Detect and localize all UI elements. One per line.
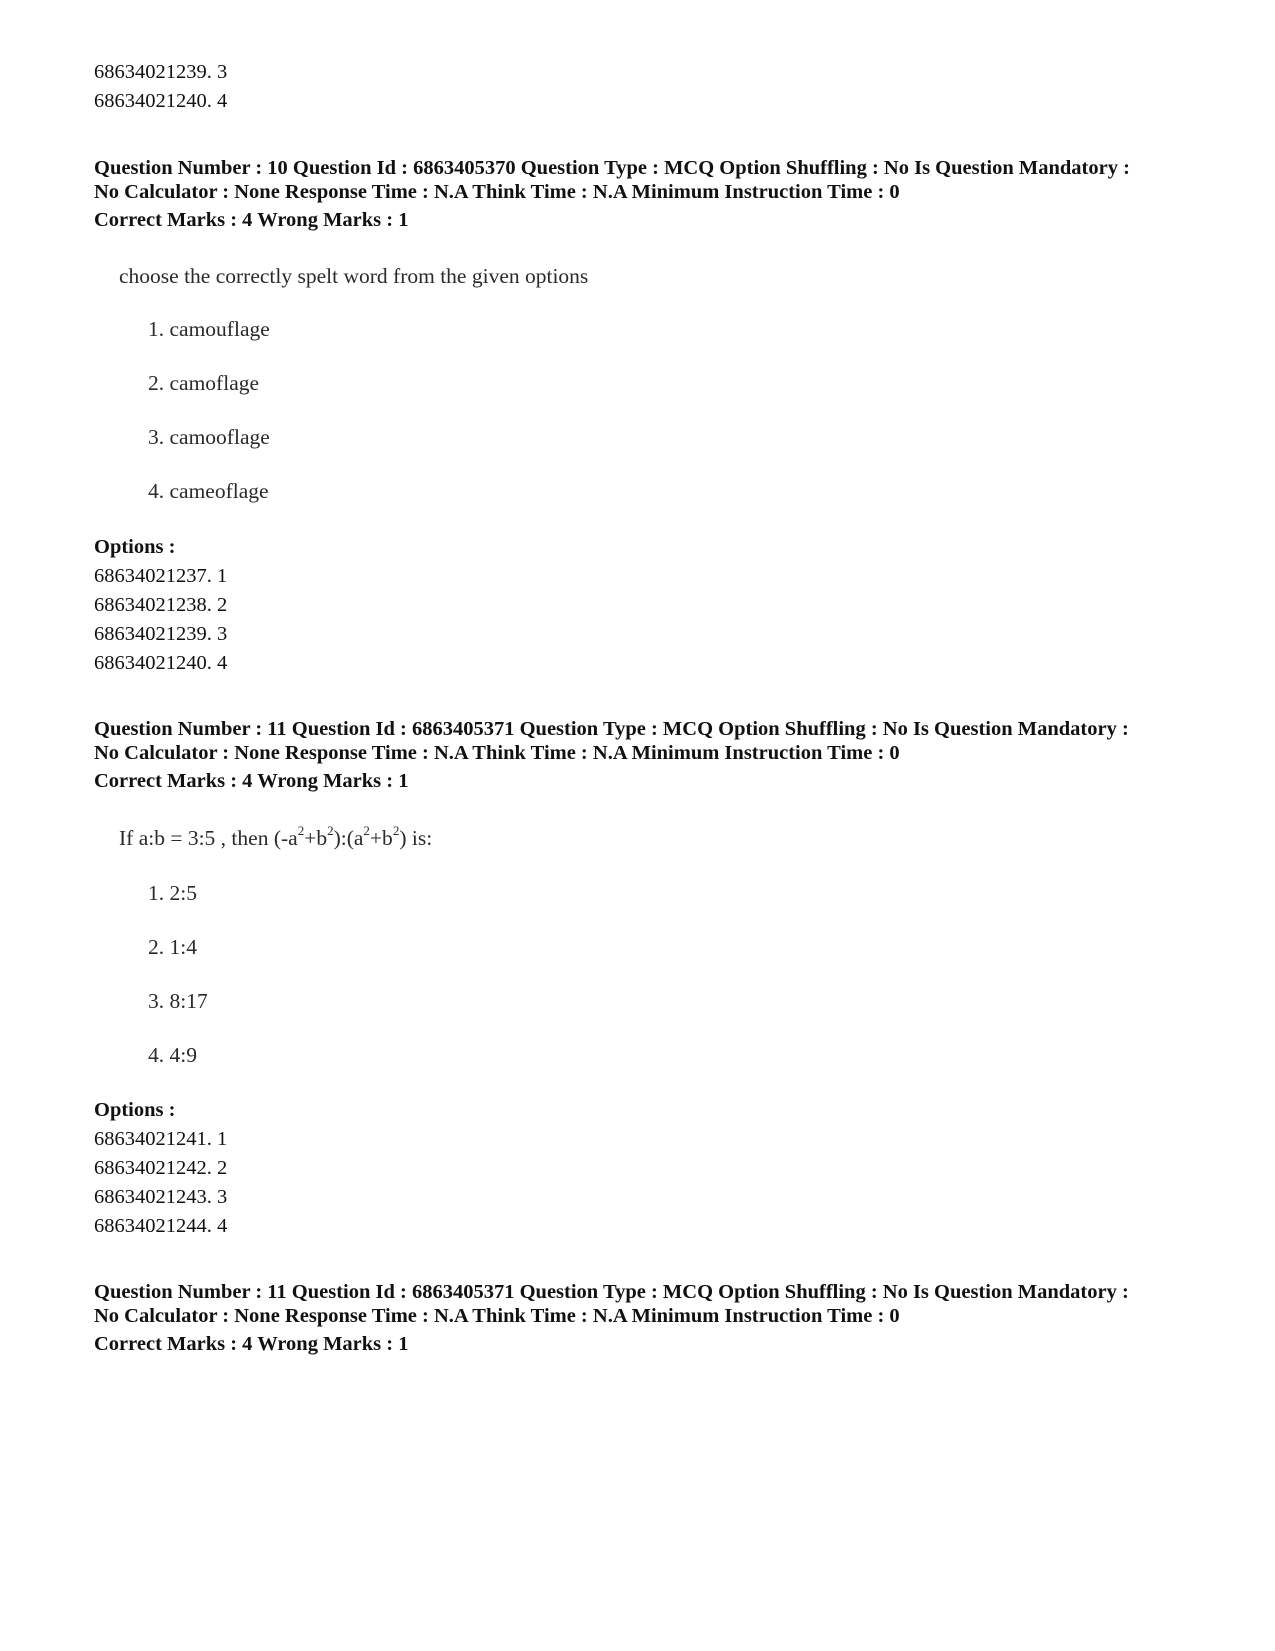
question-marks: Correct Marks : 4 Wrong Marks : 1 xyxy=(94,1333,409,1355)
question-text xyxy=(119,822,433,851)
option-line: 68634021243. 3 xyxy=(94,1186,228,1208)
option-line: 68634021239. 3 xyxy=(94,623,228,645)
question-header-line2: No Calculator : None Response Time : N.A Think Time : N.A Minimum Instruction Time : 0 xyxy=(94,742,900,764)
question-header-line2: No Calculator : None Response Time : N.A Think Time : N.A Minimum Instruction Time : 0 xyxy=(94,1305,900,1327)
question-choice: 4. cameoflage xyxy=(148,479,269,503)
question-marks: Correct Marks : 4 Wrong Marks : 1 xyxy=(94,209,409,231)
question-marks: Correct Marks : 4 Wrong Marks : 1 xyxy=(94,770,409,792)
option-line: 68634021242. 2 xyxy=(94,1157,228,1179)
question-choice: 4. 4:9 xyxy=(148,1043,197,1067)
question-text-part: If a:b = 3:5 , then (-a xyxy=(119,826,298,850)
exponent: 2 xyxy=(363,822,370,838)
exponent: 2 xyxy=(327,822,334,838)
question-choice: 2. camoflage xyxy=(148,371,260,395)
question-text: choose the correctly spelt word from the given options xyxy=(119,264,589,288)
question-text-part: ) is: xyxy=(399,826,433,850)
question-choice: 2. 1:4 xyxy=(148,935,197,959)
question-header-line1: Question Number : 11 Question Id : 6863405371 Question Type : MCQ Option Shuffling : No Is Question Mandatory : xyxy=(94,1281,1129,1303)
option-line: 68634021240. 4 xyxy=(94,90,228,112)
question-choice: 3. 8:17 xyxy=(148,989,208,1013)
question-header-line2: No Calculator : None Response Time : N.A Think Time : N.A Minimum Instruction Time : 0 xyxy=(94,181,900,203)
options-label: Options : xyxy=(94,1099,176,1121)
question-text-part: +b xyxy=(304,826,328,850)
option-line: 68634021241. 1 xyxy=(94,1128,228,1150)
option-line: 68634021244. 4 xyxy=(94,1215,228,1237)
exponent: 2 xyxy=(392,822,400,838)
question-text-part: ):(a xyxy=(333,826,364,850)
options-label: Options : xyxy=(94,536,176,558)
option-line: 68634021238. 2 xyxy=(94,594,228,616)
exponent: 2 xyxy=(297,822,305,838)
question-choice: 1. 2:5 xyxy=(148,881,197,905)
option-line: 68634021237. 1 xyxy=(94,565,228,587)
question-choice: 3. camooflage xyxy=(148,425,270,449)
question-header-line1: Question Number : 10 Question Id : 6863405370 Question Type : MCQ Option Shuffling : No Is Question Mandatory : xyxy=(94,157,1130,179)
question-header-line1: Question Number : 11 Question Id : 6863405371 Question Type : MCQ Option Shuffling : No Is Question Mandatory : xyxy=(94,718,1129,740)
question-choice: 1. camouflage xyxy=(148,317,270,341)
question-text-part: +b xyxy=(369,826,393,850)
option-line: 68634021239. 3 xyxy=(94,61,228,83)
option-line: 68634021240. 4 xyxy=(94,652,228,674)
